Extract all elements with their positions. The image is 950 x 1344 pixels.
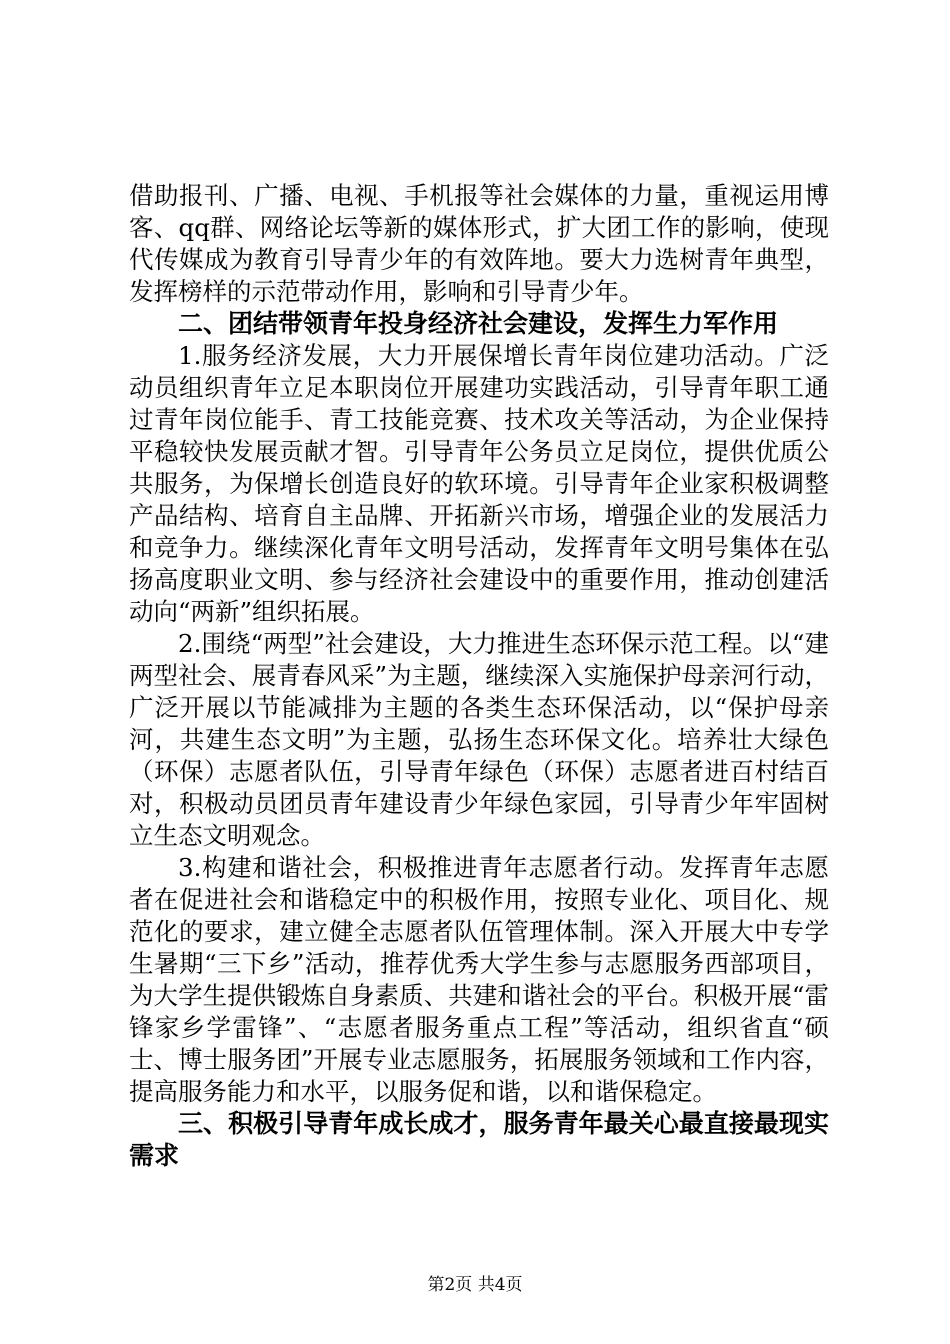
- paragraph-2-3: 3.构建和谐社会，积极推进青年志愿者行动。发挥青年志愿者在促进社会和谐稳定中的积极作用，按照专业化、项目化、规范化的要求，建立健全志愿者队伍管理体制。深入开展大中专学生暑期“三下乡”活动，推荐优秀大学生参与志愿服务西部项目，为大学生提供锻炼自身素质、共建和谐社会的平台。积极开展“雷锋家乡学雷锋”、“志愿者服务重点工程”等活动，组织省直“硕士、博士服务团”开展专业志愿服务，拓展服务领域和工作内容，提高服务能力和水平，以服务促和谐，以和谐保稳定。: [129, 853, 829, 1106]
- section-heading-2: 二、团结带领青年投身经济社会建设，发挥生力军作用: [178, 309, 779, 338]
- document-body: [129, 180, 829, 1172]
- paragraph-2-1: 1.服务经济发展，大力开展保增长青年岗位建功活动。广泛动员组织青年立足本职岗位开展建功实践活动，引导青年职工通过青年岗位能手、青工技能竞赛、技术攻关等活动，为企业保持平稳较快发展贡献才智。引导青年公务员立足岗位，提供优质公共服务，为保增长创造良好的软环境。引导青年企业家积极调整产品结构、培育自主品牌、开拓新兴市场，增强企业的发展活力和竞争力。继续深化青年文明号活动，发挥青年文明号集体在弘扬高度职业文明、参与经济社会建设中的重要作用，推动创建活动向“两新”组织拓展。: [129, 341, 829, 626]
- section-heading-3: 三、积极引导青年成长成才，服务青年最关心最直接最现实需求: [129, 1109, 829, 1170]
- paragraph-1: 借助报刊、广播、电视、手机报等社会媒体的力量，重视运用博客、qq群、网络论坛等新的媒体形式，扩大团工作的影响，使现代传媒成为教育引导青少年的有效阵地。要大力选树青年典型，发挥榜样的示范带动作用，影响和引导青少年。: [129, 181, 829, 306]
- paragraph-2-2: 2.围绕“两型”社会建设，大力推进生态环保示范工程。以“建两型社会、展青春风采”为主题，继续深入实施保护母亲河行动，广泛开展以节能减排为主题的各类生态环保活动，以“保护母亲河，共建生态文明”为主题，弘扬生态环保文化。培养壮大绿色（环保）志愿者队伍，引导青年绿色（环保）志愿者进百村结百对，积极动员团员青年建设青少年绿色家园，引导青少年牢固树立生态文明观念。: [129, 629, 829, 850]
- page-number-footer: 第2页 共4页: [427, 1275, 523, 1295]
